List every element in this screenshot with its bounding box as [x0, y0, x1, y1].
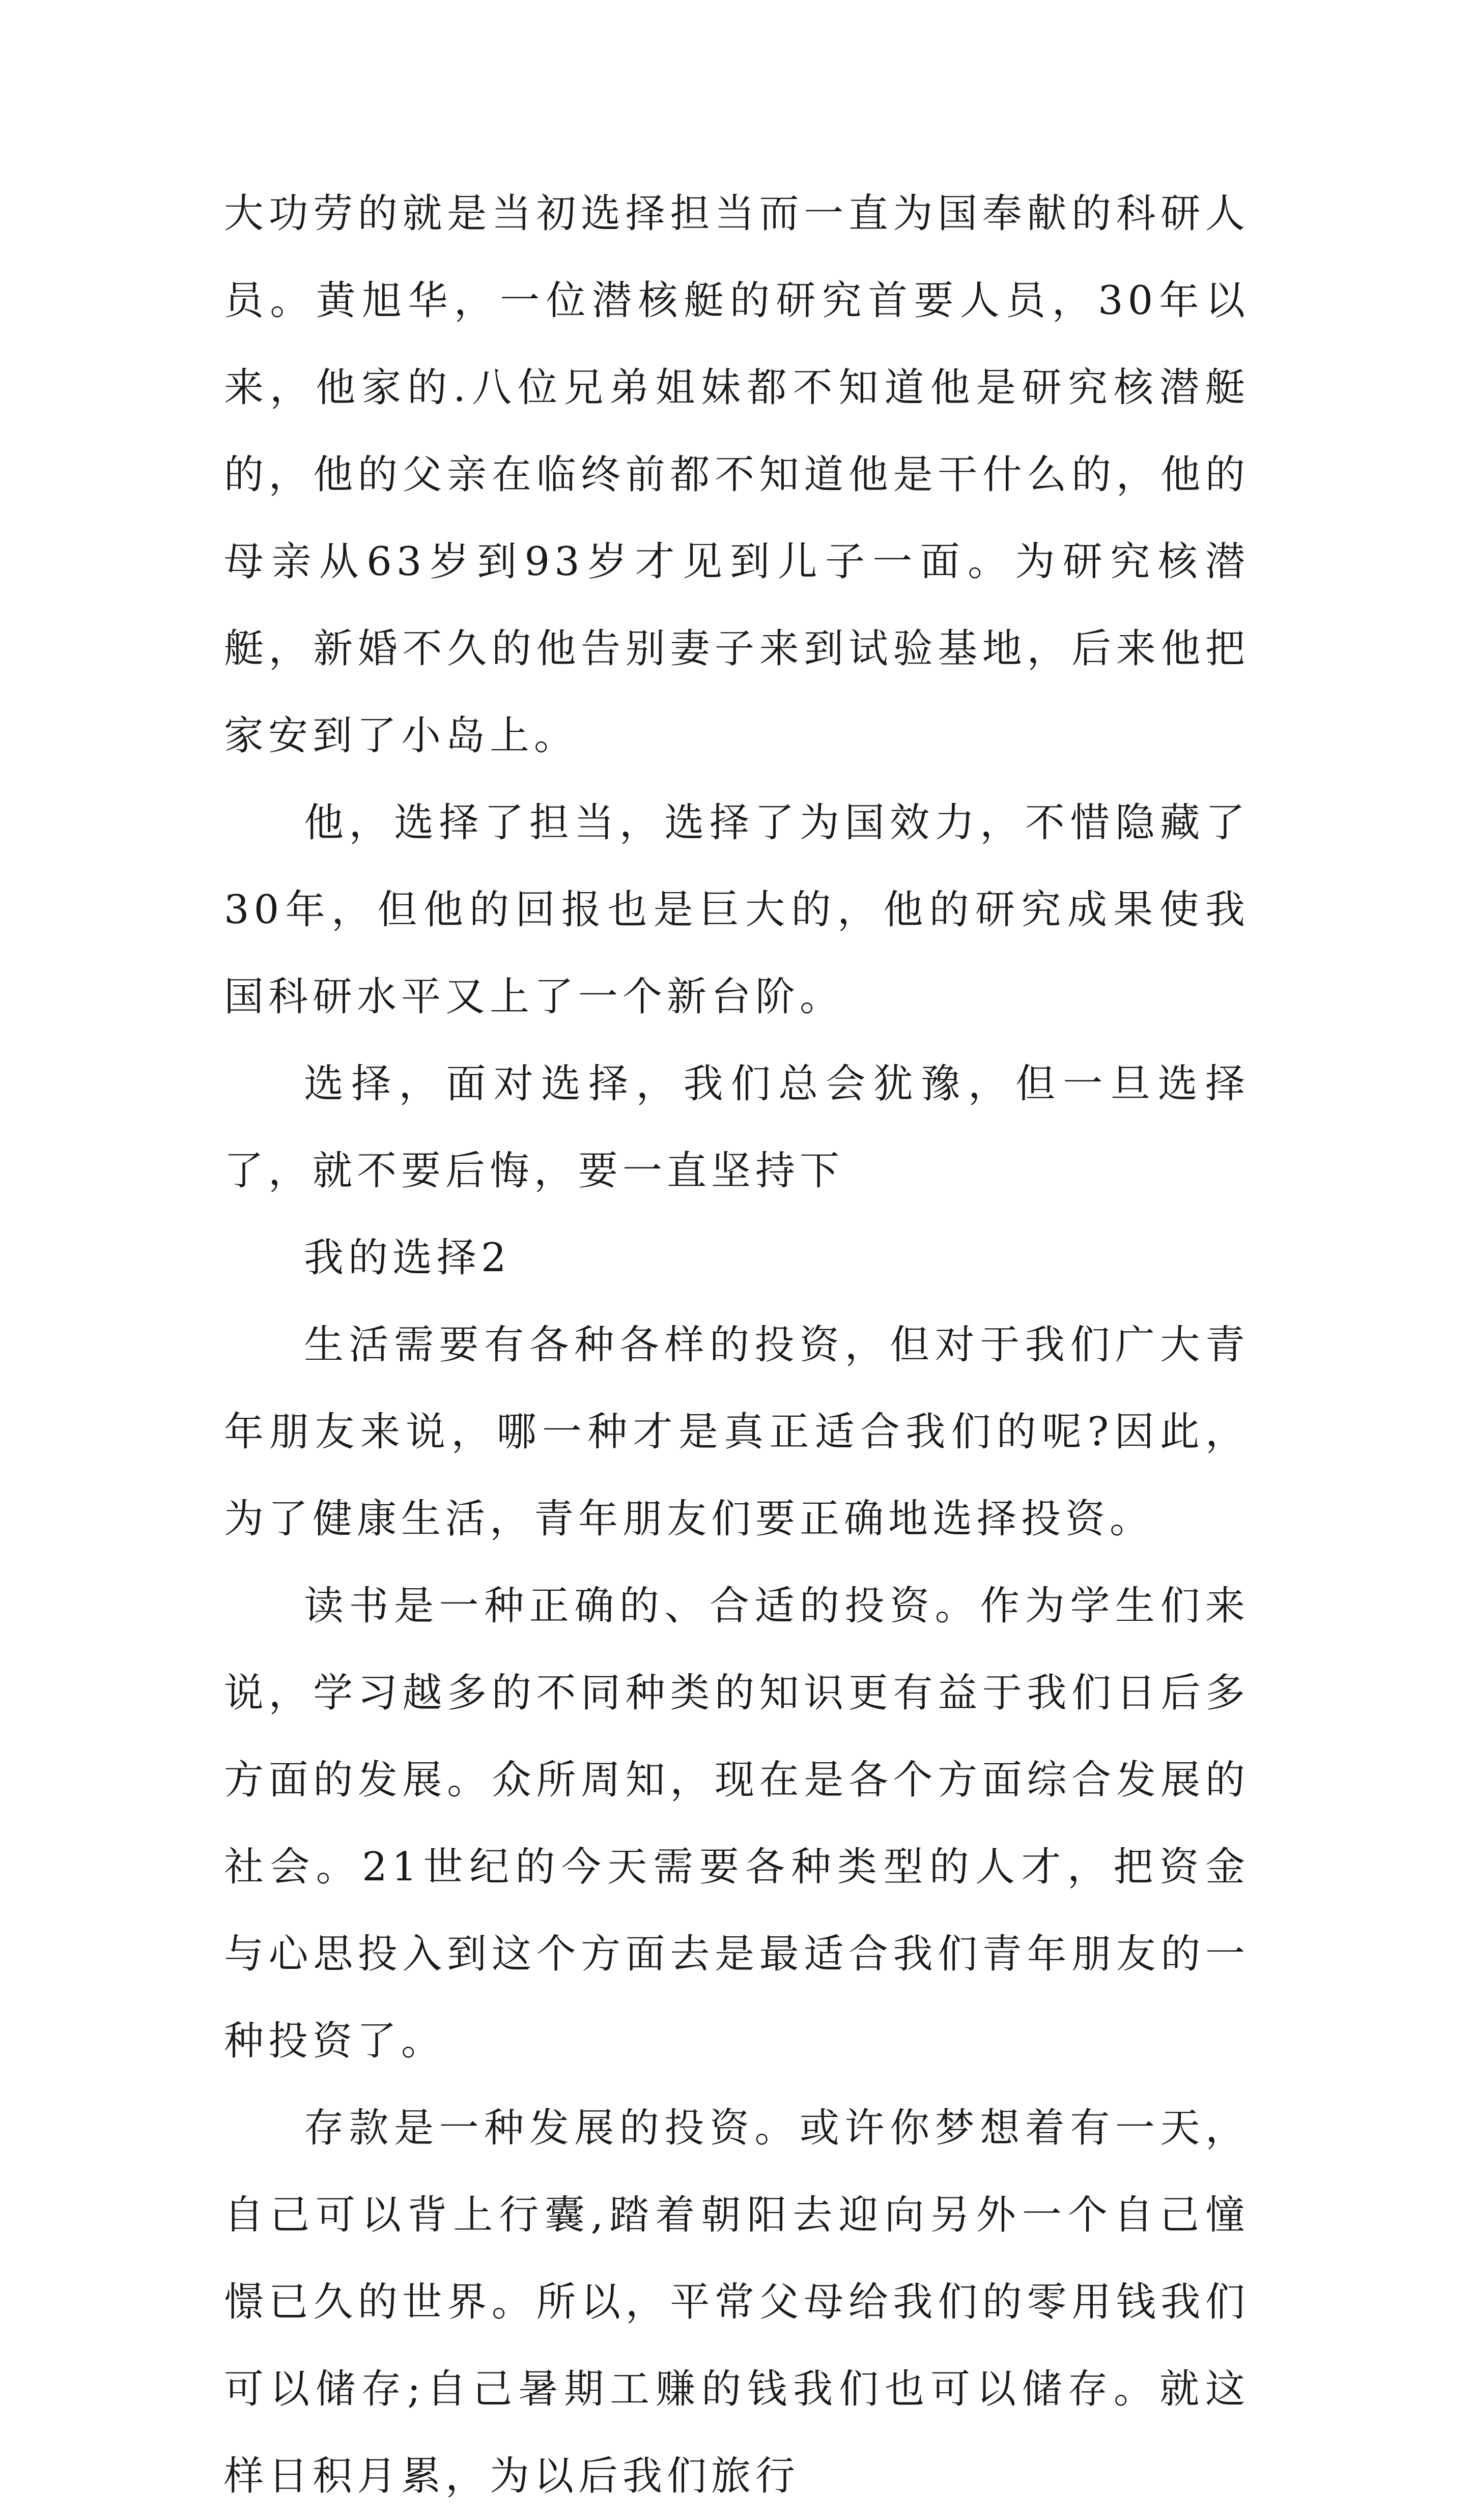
section-heading-my-choice-2: 我的选择2 — [304, 1235, 511, 1281]
paragraph-facing-choice: 选择，面对选择，我们总会犹豫，但一旦选择了，就不要后悔，要一直坚持下 — [224, 1061, 1250, 1194]
paragraph-savings-investment: 存款是一种发展的投资。或许你梦想着有一天，自己可以背上行囊,踏着朝阳去迎向另外一个自己憧憬已久的世界。所以，平常父母给我们的零用钱我们可以储存;自己暑期工赚的钱我们也可以储存。就这样日积月累，为以后我们旅行 — [224, 2105, 1250, 2499]
document-body — [224, 170, 1250, 2520]
paragraph-huang-xuhua: 大功劳的就是当初选择担当而一直为国奉献的科研人员。黄旭华，一位潜核艇的研究首要人员，30年以来，他家的.八位兄弟姐妹都不知道他是研究核潜艇的，他的父亲在临终前都不知道他是干什么的，他的母亲从63岁到93岁才见到儿子一面。为研究核潜艇，新婚不久的他告别妻子来到试验基地，后来他把家安到了小岛上。 — [224, 191, 1250, 759]
paragraph-reading-investment: 读书是一种正确的、合适的投资。作为学生们来说，学习越多的不同种类的知识更有益于我们日后多方面的发展。众所周知，现在是各个方面综合发展的社会。21世纪的今天需要各种类型的人才，把资金与心思投入到这个方面去是最适合我们青年朋友的一种投资了。 — [224, 1583, 1250, 2064]
paragraph-chose-responsibility: 他，选择了担当，选择了为国效力，不惜隐藏了30年，但他的回报也是巨大的，他的研究成果使我国科研水平又上了一个新台阶。 — [224, 800, 1250, 1020]
paragraph-investment-intro: 生活需要有各种各样的投资，但对于我们广大青年朋友来说，哪一种才是真正适合我们的呢?因此，为了健康生活，青年朋友们要正确地选择投资。 — [224, 1322, 1250, 1542]
